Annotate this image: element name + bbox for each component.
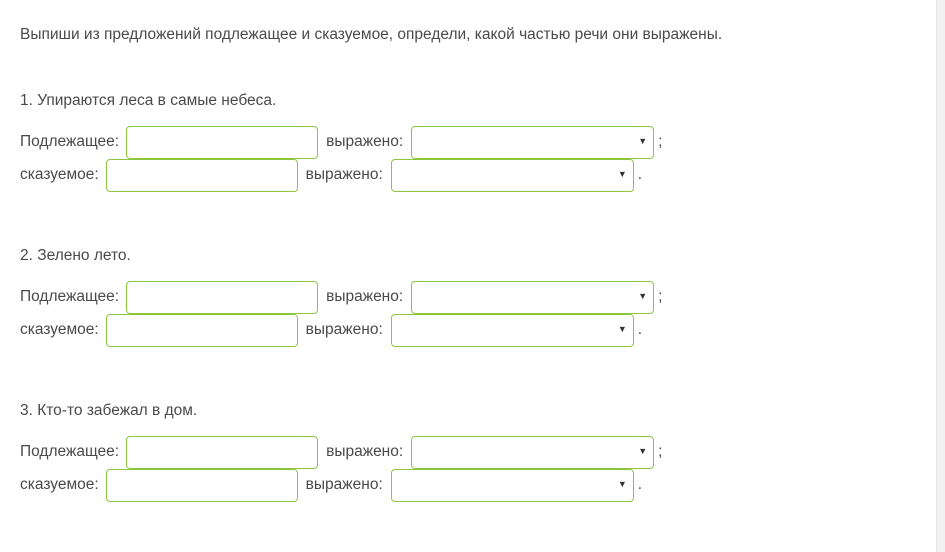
task-2-predicate-input[interactable] [106, 314, 298, 347]
task-3-subject-part-of-speech-select[interactable] [411, 436, 654, 469]
predicate-label: сказуемое: [20, 166, 99, 183]
task-3-predicate-input[interactable] [106, 469, 298, 502]
task-3-predicate-part-of-speech-select[interactable] [391, 469, 634, 502]
scrollbar[interactable] [936, 0, 945, 552]
task-1-subject-part-of-speech-select[interactable] [411, 126, 654, 159]
expressed-label: выражено: [305, 321, 383, 338]
task-2-predicate-row [20, 313, 642, 347]
task-3-subject-row [20, 435, 662, 469]
task-1-predicate-row [20, 158, 642, 192]
expressed-label: выражено: [326, 133, 404, 150]
expressed-label: выражено: [326, 443, 404, 460]
task-2-subject-part-of-speech-select[interactable] [411, 281, 654, 314]
predicate-label: сказуемое: [20, 476, 99, 493]
task-2-subject-input[interactable] [126, 281, 318, 314]
task-2-subject-row [20, 280, 662, 314]
task-1-sentence: 1. Упираются леса в самые небеса. [20, 92, 277, 109]
chevron-down-icon: ▼ [638, 135, 648, 146]
task-3-predicate-row [20, 468, 642, 502]
task-1-subject-input[interactable] [126, 126, 318, 159]
subject-label: Подлежащее: [20, 133, 120, 150]
chevron-down-icon: ▼ [638, 290, 648, 301]
task-3-sentence: 3. Кто-то забежал в дом. [20, 402, 198, 419]
subject-label: Подлежащее: [20, 288, 120, 305]
expressed-label: выражено: [305, 476, 383, 493]
expressed-label: выражено: [305, 166, 383, 183]
semicolon: ; [658, 288, 663, 305]
semicolon: ; [658, 133, 663, 150]
task-1-predicate-part-of-speech-select[interactable] [391, 159, 634, 192]
subject-label: Подлежащее: [20, 443, 120, 460]
period: . [637, 166, 643, 183]
chevron-down-icon: ▼ [617, 478, 627, 489]
chevron-down-icon: ▼ [617, 323, 627, 334]
task-3-subject-input[interactable] [126, 436, 318, 469]
task-1-subject-row [20, 125, 662, 159]
expressed-label: выражено: [326, 288, 404, 305]
chevron-down-icon: ▼ [638, 445, 648, 456]
task-1-predicate-input[interactable] [106, 159, 298, 192]
period: . [637, 321, 643, 338]
predicate-label: сказуемое: [20, 321, 99, 338]
period: . [637, 476, 643, 493]
semicolon: ; [658, 443, 663, 460]
chevron-down-icon: ▼ [617, 168, 627, 179]
instruction-text: Выпиши из предложений подлежащее и сказуемое, определи, какой частью речи они выражены. [20, 26, 723, 43]
task-2-predicate-part-of-speech-select[interactable] [391, 314, 634, 347]
task-2-sentence: 2. Зелено лето. [20, 247, 131, 264]
